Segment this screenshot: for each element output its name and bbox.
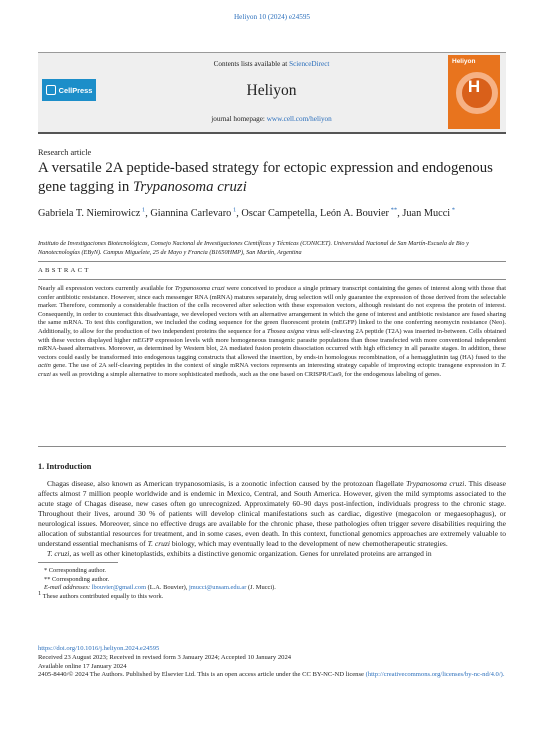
author-name[interactable]: León A. Bouvier (320, 208, 389, 219)
publisher-logo[interactable] (42, 79, 96, 101)
paragraph (38, 479, 506, 549)
article-title: A versatile 2A peptide-based strategy for ectopic expression and endogenous gene tagging in Trypanosoma cruzi (38, 160, 493, 195)
author-list (38, 207, 506, 221)
journal-cover-image[interactable] (448, 55, 500, 129)
author-name[interactable]: Oscar Campetella (241, 208, 315, 219)
footnote-rule (38, 562, 118, 563)
email-link-bouvier[interactable]: lbouvier@gmail.com (91, 584, 147, 592)
doi-link[interactable]: https://doi.org/10.1016/j.heliyon.2024.e24595 (38, 645, 160, 652)
banner-top-rule (38, 52, 506, 53)
italic-run: T. cruzi (38, 362, 506, 378)
cover-letter: H (467, 77, 481, 96)
text-run: , as well as other kinetoplastids, exhibits a distinctive genomic organization. Genes for unrelated proteins are arranged in (69, 548, 432, 558)
text-run: as well as providing a simple alternative to more sophisticated methods, such as the one based on CRISPR/Cas9, for the endogenous labeling of genes. (50, 370, 442, 378)
text-run: were conceived to produce a single primary transcript containing the genes of interest along with those that confer antibiotic resistance. However, since each messenger RNA (mRNA) matures separately, drug selection will only guarantee the expression of those derived from the selectable marker. Therefore, commonly a considerable fraction of the cells recovered after selection with these expression vectors, although resistant do not express the protein of interest. Consequently, in order to counteract this disadvantage, we developed vectors with an alternative arrangement in which the gene of interest and antibiotic resistance are fused sharing the same mRNA. To test this configuration, we included the coding sequence for the green fluorescent protein (mEGFP) linked to the one conferring neomycin resistance (Neo). Additionally, to allow for the production of two independent proteins the sequence for a (38, 285, 506, 335)
author-mark[interactable]: 1 (140, 206, 146, 214)
author-mark[interactable]: 1 (231, 206, 237, 214)
italic-run: actin (38, 362, 51, 370)
footnote-equal-contribution: 1 These authors contributed equally to this work. (38, 589, 164, 601)
paragraph (38, 549, 506, 559)
journal-name: Heliyon (246, 82, 297, 99)
abstract-top-rule (38, 261, 506, 262)
italic-run: Trypanosoma cruzi (406, 479, 465, 488)
introduction-text (38, 479, 506, 559)
section-heading-introduction: 1. Introduction (38, 462, 92, 471)
footnotes (38, 567, 506, 602)
homepage-link[interactable]: www.cell.com/heliyon (266, 115, 332, 123)
cover-title: Heliyon (452, 58, 476, 65)
article-type: Research article (38, 148, 92, 157)
license-statement: 2405-8440/© 2024 The Authors. Published by Elsevier Ltd. This is an open access article under the CC BY-NC-ND license (http://creativecommons.org/licenses/by-nc-nd/4.0/). (38, 671, 505, 679)
text-run: . This disease affects almost 7 million people worldwide and is endemic in Mexico, Central, and South America. However, given the mild symptoms associated to the acute stage of Chagas disease, new cases often go unrecognized. Approximately 60–90 days post-infection, individuals progress to the chronic stage. Throughout their lives, around 30 % of patients will develop clinical manifestations such as cardiac, digestive (megacolon or megaesophagus), or neurological issues. Moreover, since no effective drugs are available for the chronic phase, these pathologies often trigger severe disabilities requiring the allocation of substantial resources for treatment, and in some cases, even death. In this context, functional genomics approaches are extremely valuable to understand essential mechanisms of (38, 479, 507, 548)
publication-info (38, 645, 506, 680)
author-mark[interactable]: * (450, 206, 456, 214)
homepage-line: journal homepage: www.cell.com/heliyon (211, 115, 332, 123)
footnote-corresponding-1: * Corresponding author. (44, 567, 106, 574)
contents-line: Contents lists available at ScienceDirect (213, 60, 330, 68)
footnote-emails: E-mail addresses: lbouvier@gmail.com (L.A. Bouvier), jmucci@unsam.edu.ar (J. Mucci). (44, 584, 276, 592)
abstract-text (38, 285, 506, 380)
italic-run: T. cruzi (47, 548, 70, 558)
journal-citation[interactable]: Heliyon 10 (2024) e24595 (233, 13, 311, 21)
available-online: Available online 17 January 2024 (38, 662, 127, 670)
italic-run: Trypanosoma cruzi (174, 285, 225, 292)
sciencedirect-link[interactable]: ScienceDirect (289, 60, 330, 68)
italic-run: Thosea asigna (266, 327, 305, 335)
abstract-bottom-rule (38, 446, 506, 447)
text-run: gene. The use of 2A self-cleaving peptides in the context of single mRNA vectors represents an interesting strategy capable of improving ectopic transgene expression in (50, 362, 502, 370)
author-name[interactable]: Gabriela T. Niemirowicz (38, 208, 141, 219)
text-run: Chagas disease, also known as American trypanosomiasis, is a zoonotic infection caused by the protozoan flagellate (47, 479, 407, 488)
abstract-heading-rule (38, 279, 506, 280)
text-run: biology, which may eventually lead to the development of new chemotherapeutic strategies. (169, 538, 448, 548)
received-dates: Received 23 August 2023; Received in revised form 3 January 2024; Accepted 10 January 2024 (38, 653, 292, 661)
publisher-logo-text: CellPress (58, 85, 93, 95)
email-link-mucci[interactable]: jmucci@unsam.edu.ar (189, 584, 247, 592)
license-link[interactable]: (http://creativecommons.org/licenses/by-nc-nd/4.0/). (365, 671, 505, 679)
author-mark[interactable]: ** (388, 206, 398, 214)
italic-run: T. cruzi (147, 538, 170, 548)
text-run: virus self-cleaving 2A peptide (T2A) was inserted in-between. Cells obtained with these vectors displayed higher mEGFP expression levels with more homogeneous transgenic parasite populations than those transfected with more conventional independent mRNA-based alternatives. Moreover, as determined by Western blot, 2A mediated fusion protein dissociation occurred with high efficiency in all parasite stages. In addition, these vectors could easily be transformed into endogenous tagging constructs that allowed the insertion, by ends-in homologous recombination, of a hemagglutinin tag (HA) fused to the (38, 327, 506, 361)
abstract-heading: ABSTRACT (38, 267, 91, 274)
footnote-corresponding-2: ** Corresponding author. (44, 575, 110, 583)
author-name[interactable]: Juan Mucci (402, 208, 451, 219)
banner-bottom-rule (38, 132, 506, 134)
author-separator: , (145, 208, 151, 219)
cellpress-icon (46, 85, 56, 95)
author-separator: , (397, 208, 403, 219)
author-separator: , (314, 208, 321, 219)
author-name[interactable]: Giannina Carlevaro (150, 208, 232, 219)
affiliation: Instituto de Investigaciones Biotecnológicas, Consejo Nacional de Investigaciones Científicas y Técnicas (CONICET). Universidad Nacional de San Martín-Escuela de Bio y Nanotecnologías (EByN). Campus Miguelete, 25 de Mayo y Francia (B1650HMP), San Martín, Argentina (38, 240, 469, 256)
text-run: Nearly all expression vectors currently available for (38, 285, 175, 292)
author-separator: , (236, 208, 242, 219)
